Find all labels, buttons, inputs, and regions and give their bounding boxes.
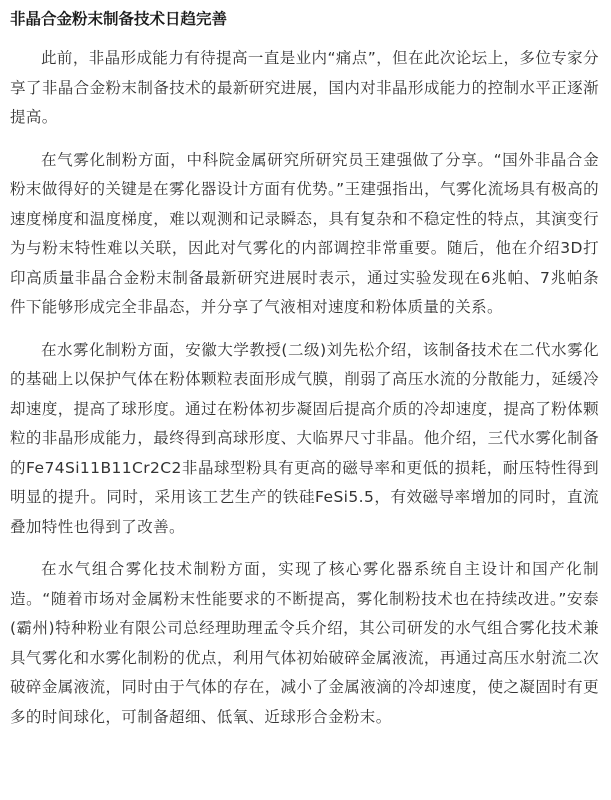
paragraph-combined-atomization: 在水气组合雾化技术制粉方面，实现了核心雾化器系统自主设计和国产化制造。“随着市场对金属粉末性能要求的不断提高，雾化制粉技术也在持续改进。”安泰(霸州)特种粉业有限公司总经理助理孟令兵介绍，其公司研发的水气组合雾化技术兼具气雾化和水雾化制粉的优点，利用气体初始破碎金属液流，再通过高压水射流二次破碎金属液流，同时由于气体的存在，减小了金属液滴的冷却速度，使之凝固时有更多的时间球化，可制备超细、低氧、近球形合金粉末。 <box>10 560 599 726</box>
article-title: 非晶合金粉末制备技术日趋完善 <box>10 10 228 28</box>
paragraph-water-atomization: 在水雾化制粉方面，安徽大学教授(二级)刘先松介绍，该制备技术在二代水雾化的基础上以保护气体在粉体颗粒表面形成气膜，削弱了高压水流的分散能力，延缓冷却速度，提高了球形度。通过在粉体初步凝固后提高介质的冷却速度，提高了粉体颗粒的非晶形成能力，最终得到高球形度、大临界尺寸非晶。他介绍，三代水雾化制备的Fe74Si11B11Cr2C2非晶球型粉具有更高的磁导率和更低的损耗，耐压特性得到明显的提升。同时，采用该工艺生产的铁硅FeSi5.5，有效磁导率增加的同时，直流叠加特性也得到了改善。 <box>10 340 599 536</box>
paragraph-gas-atomization: 在气雾化制粉方面，中科院金属研究所研究员王建强做了分享。“国外非晶合金粉末做得好的关键是在雾化器设计方面有优势。”王建强指出，气雾化流场具有极高的速度梯度和温度梯度，难以观测和记录瞬态，具有复杂和不稳定性的特点，其演变行为与粉末特性难以关联，因此对气雾化的内部调控非常重要。随后，他在介绍3D打印高质量非晶合金粉末制备最新研究进展时表示，通过实验发现在6兆帕、7兆帕条件下能够形成完全非晶态，并分享了气液相对速度和粉体质量的关系。 <box>10 150 599 316</box>
paragraph-intro: 此前，非晶形成能力有待提高一直是业内“痛点”，但在此次论坛上，多位专家分享了非晶合金粉末制备技术的最新研究进展，国内对非晶形成能力的控制水平正逐渐提高。 <box>10 49 599 126</box>
